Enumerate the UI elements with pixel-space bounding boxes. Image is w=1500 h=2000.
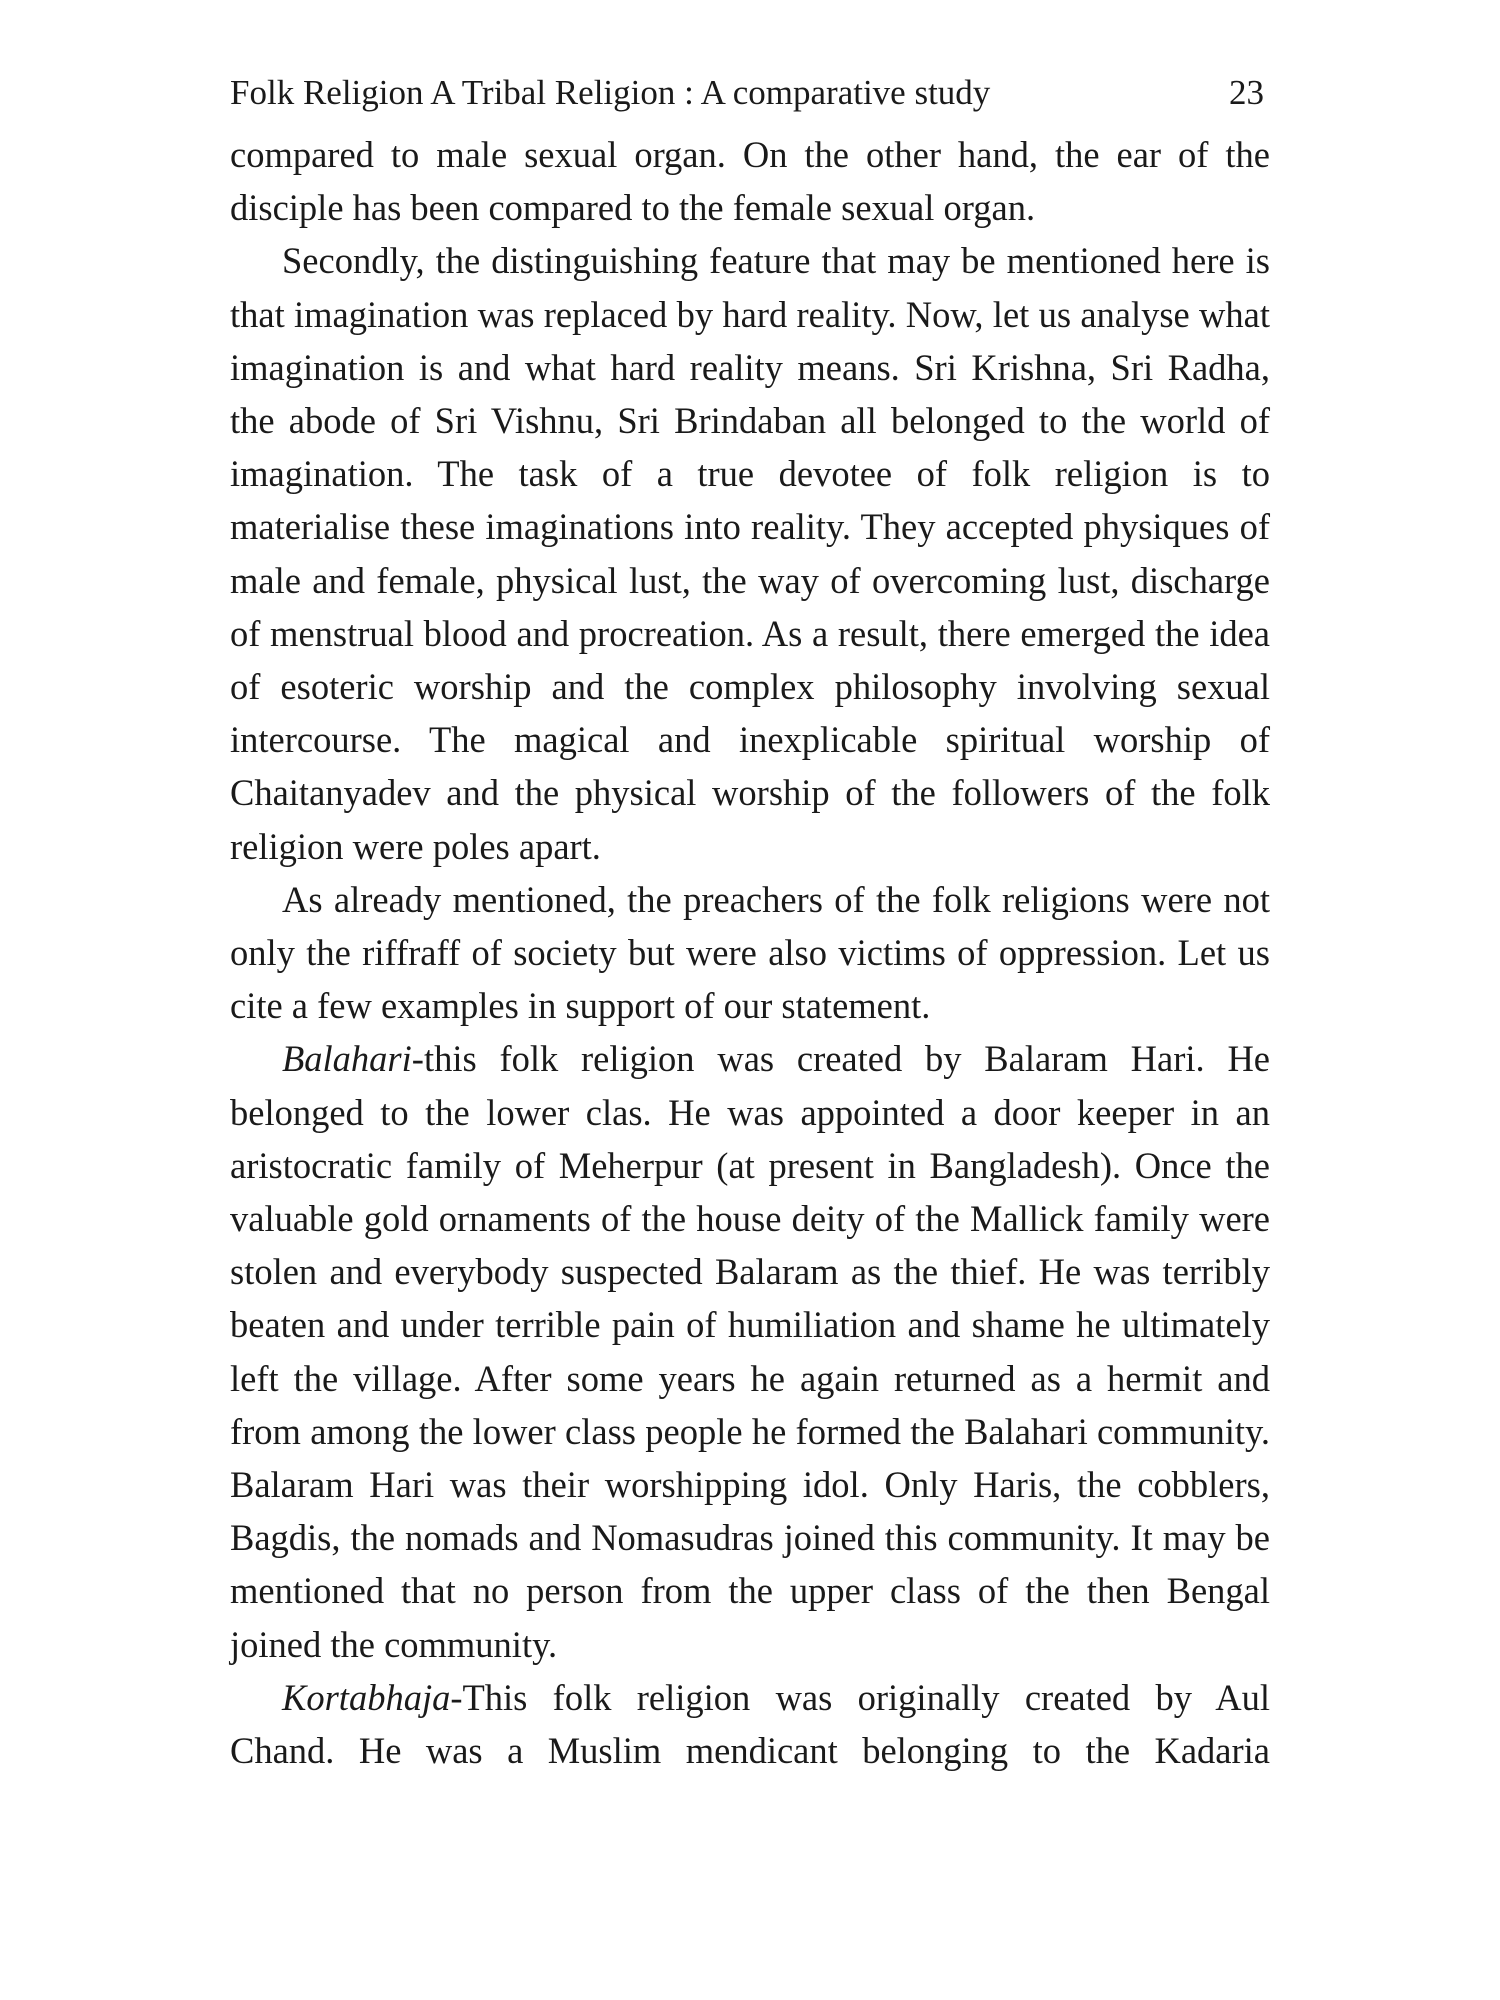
paragraph-text: As already mentioned, the preachers of the folk religions were not only the riffraff of society but were also victims of oppression. Let us cite a few examples in support of our statement. [230,878,1270,1027]
paragraph-3 [230,873,1270,1033]
book-page [230,68,1270,1777]
paragraph-4 [230,1032,1270,1670]
page-number: 23 [1229,73,1264,112]
running-header [230,68,1270,120]
balahari-term: Balahari- [282,1038,424,1080]
kortabhaja-term: Kortabhaja- [282,1676,463,1718]
paragraph-2 [230,234,1270,872]
paragraph-1 [230,128,1270,234]
running-title: Folk Religion A Tribal Religion : A comparative study [230,73,991,112]
body-text [230,128,1270,1777]
paragraph-text: this folk religion was created by Balaram Hari. He belonged to the lower clas. He was appointed a door keeper in an aristocratic family of Meherpur (at present in Bangladesh). Once the valuable gold ornaments of the house deity of the Mallick family were stolen and everybody suspected Balaram as the thief. He was terribly beaten and under terrible pain of humiliation and shame he ultimately left the village. After some years he again returned as a hermit and from among the lower class people he formed the Balahari community. Balaram Hari was their worshipping idol. Only Haris, the cobblers, Bagdis, the nomads and Nomasudras joined this community. It may be mentioned that no person from the upper class of the then Bengal joined the community. [230,1038,1270,1665]
paragraph-text: Secondly, the distinguishing feature that may be mentioned here is that imagination was replaced by hard reality. Now, let us analyse what imagination is and what hard reality means. Sri Krishna, Sri Radha, the abode of Sri Vishnu, Sri Brindaban all belonged to the world of imagination. The task of a true devotee of folk religion is to materialise these imaginations into reality. They accepted physiques of male and female, physical lust, the way of overcoming lust, discharge of menstrual blood and procreation. As a result, there emerged the idea of esoteric worship and the complex philosophy involving sexual intercourse. The magical and inexplicable spiritual worship of Chaitanyadev and the physical worship of the followers of the folk religion were poles apart. [230,240,1270,867]
paragraph-text: compared to male sexual organ. On the other hand, the ear of the disciple has been compared to the female sexual organ. [230,134,1270,229]
paragraph-5 [230,1671,1270,1777]
paragraph-text: This folk religion was originally created by Aul Chand. He was a Muslim mendicant belonging to the Kadaria [230,1676,1270,1772]
